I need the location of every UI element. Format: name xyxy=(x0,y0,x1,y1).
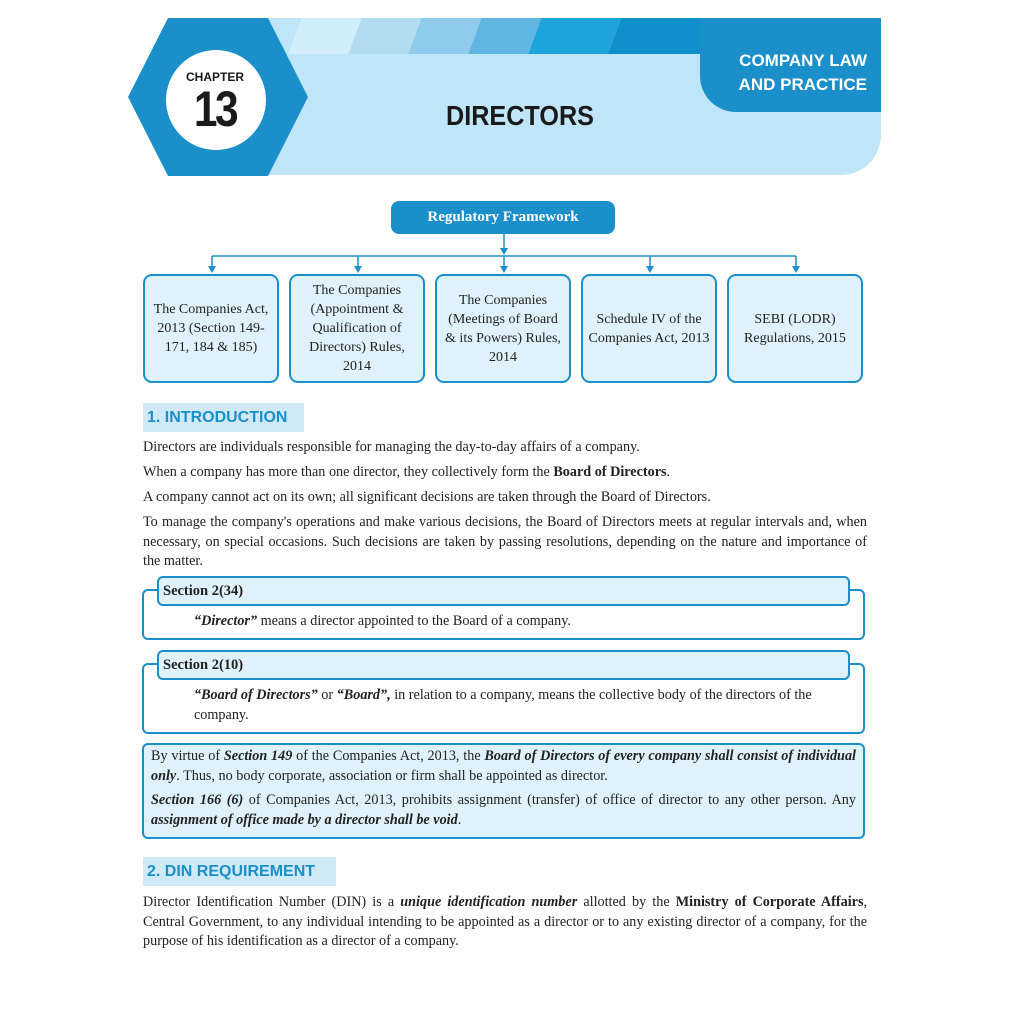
note-paragraph-1 xyxy=(151,747,856,786)
text: By virtue of xyxy=(151,748,224,764)
text: or xyxy=(317,687,337,703)
framework-item-appointment-rules xyxy=(289,274,425,383)
framework-item-schedule-iv xyxy=(581,274,717,383)
text: of Companies Act, 2013, prohibits assignment (transfer) of office of director to any other person. Any xyxy=(243,792,856,808)
text: allotted by the xyxy=(577,894,676,910)
framework-item-sebi-lodr xyxy=(727,274,863,383)
text: . xyxy=(457,811,462,828)
framework-item-label: SEBI (LODR) Regulations, 2015 xyxy=(744,311,846,346)
intro-heading: 1. INTRODUCTION xyxy=(143,403,304,432)
defined-term: “Board”, xyxy=(336,687,391,703)
framework-item-meetings-rules xyxy=(435,274,571,383)
intro-paragraph-4: To manage the company's operations and make various decisions, the Board of Directors meets at regular intervals and, when necessary, on special occasions. Such decisions are taken by passing resolutions, depending on the nature and importance of the matter. xyxy=(143,514,867,569)
text: , Central Government, to any individual intending to be appointed as a director or to any existing director of a company, for the purpose of his identification as a director of a company. xyxy=(143,894,868,949)
framework-item-label: The Companies (Meetings of Board & its Powers) Rules, 2014 xyxy=(445,292,561,365)
emphasis: Board of Directors of every company shall consist of individual only xyxy=(151,748,856,784)
framework-item-label: The Companies (Appointment & Qualification of Directors) Rules, 2014 xyxy=(309,283,405,374)
emphasis: Section 166 (6) xyxy=(151,792,244,808)
definition-section-label: Section 2(10) xyxy=(157,650,850,680)
text: in relation to a company, means the collective body of the directors of the company. xyxy=(194,687,812,723)
bold-term: Ministry of Corporate Affairs xyxy=(675,894,864,910)
definition-text xyxy=(194,612,854,632)
chapter-label: CHAPTER xyxy=(185,70,244,84)
emphasis: assignment of office made by a director shall be void xyxy=(151,811,458,828)
framework-item-companies-act xyxy=(143,274,279,383)
text: of the Companies Act, 2013, the xyxy=(292,748,485,764)
text: means a director appointed to the Board of a company. xyxy=(257,613,571,629)
emphasis: unique identification number xyxy=(400,894,578,910)
text: . xyxy=(666,464,671,480)
text: Director Identification Number (DIN) is a xyxy=(143,894,401,910)
din-heading: 2. DIN REQUIREMENT xyxy=(143,857,336,886)
intro-paragraph-2 xyxy=(143,463,867,483)
framework-title: Regulatory Framework xyxy=(391,201,615,234)
chapter-number: 13 xyxy=(193,81,237,137)
intro-paragraph-1: Directors are individuals responsible for managing the day-to-day affairs of a company. xyxy=(143,439,640,455)
definition-section-label: Section 2(34) xyxy=(157,576,850,606)
definition-text xyxy=(194,686,854,725)
intro-paragraph-3: A company cannot act on its own; all significant decisions are taken through the Board of Directors. xyxy=(143,489,711,505)
framework-connectors xyxy=(0,0,1024,280)
brand-line-1: COMPANY LAW xyxy=(739,51,867,70)
framework-item-label: The Companies Act, 2013 (Section 149-171, 184 & 185) xyxy=(153,302,269,355)
emphasis: Section 149 xyxy=(223,748,293,764)
brand-line-2: AND PRACTICE xyxy=(738,75,867,94)
page-title: DIRECTORS xyxy=(446,100,594,131)
din-paragraph xyxy=(143,893,867,952)
text: When a company has more than one director, they collectively form the xyxy=(143,464,554,480)
defined-term: “Board of Directors” xyxy=(194,687,318,703)
framework-item-label: Schedule IV of the Companies Act, 2013 xyxy=(588,311,710,346)
note-paragraph-2 xyxy=(151,791,856,830)
text: . Thus, no body corporate, association or firm shall be appointed as director. xyxy=(176,767,608,784)
defined-term: “Director” xyxy=(194,613,258,629)
bold-term: Board of Directors xyxy=(553,464,667,480)
